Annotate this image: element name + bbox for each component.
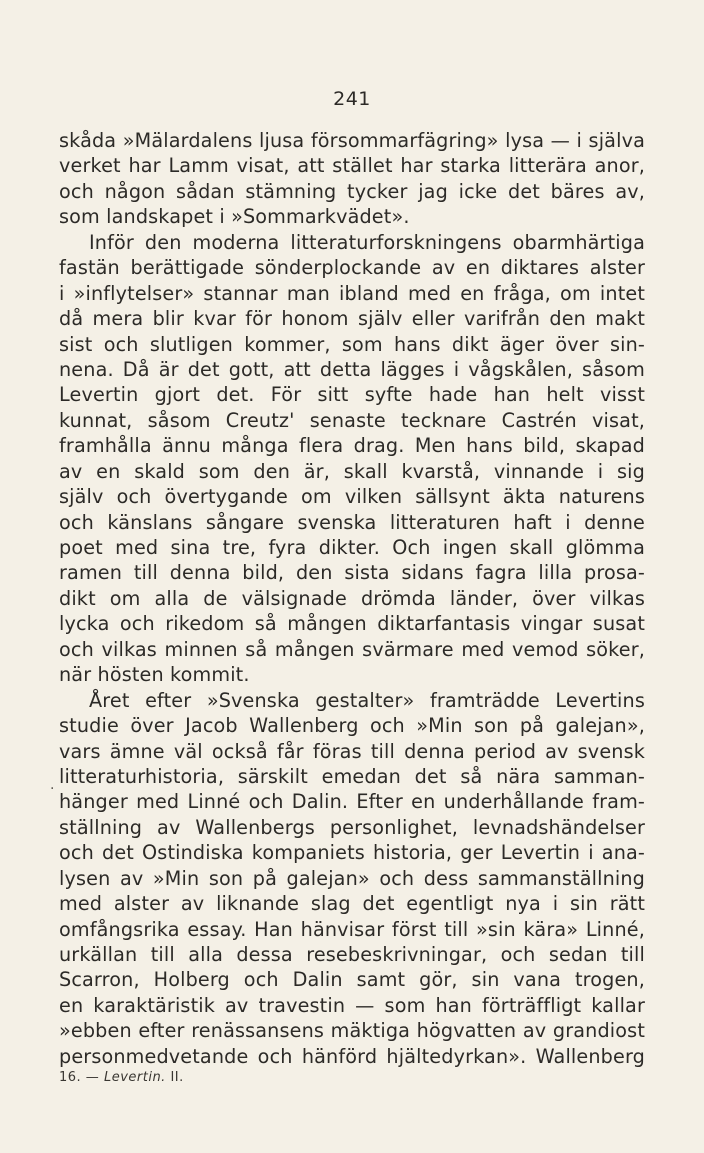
text-line: verket har Lamm visat, att stället har starka litterära anor, [59,154,645,178]
text-line: då mera blir kvar för honom själv eller varifrån den makt [59,307,645,331]
text-line: »ebben efter renässansens mäktiga högvatten av grandiost [59,1019,645,1043]
text-line: studie över Jacob Wallenberg och »Min son på galejan», [59,714,645,738]
text-line: med alster av liknande slag det egentligt nya i sin rätt [59,892,645,916]
text-line: poet med sina tre, fyra dikter. Och ingen skall glömma [59,536,645,559]
text-line: lycka och rikedom så mången diktarfantasis vingar susat [59,612,645,636]
text-line: en karaktäristik av travestin — som han förträffligt kallar [59,993,645,1017]
text-line: och vilkas minnen så mången svärmare med vemod söker, [59,637,645,661]
text-line: Året efter »Svenska gestalter» framträdde Levertins [89,688,645,712]
signature-volume: II. [170,1070,184,1085]
text-line: och känslans sångare svenska litteraturen haft i denne [59,510,645,534]
text-line: nena. Då är det gott, att detta lägges i vågskålen, såsom [59,357,645,381]
text-line: av en skald som den är, skall kvarstå, vinnande i sig [59,459,645,483]
text-line: fastän berättigade sönderplockande av en diktares alster [59,256,645,280]
text-line: kunnat, såsom Creutz' senaste tecknare Castrén visat, [59,408,645,432]
text-line: lysen av »Min son på galejan» och dess sammanställning [59,866,645,890]
body-text [59,128,645,1069]
text-line: och det Ostindiska kompaniets historia, ger Levertin i ana- [59,841,645,865]
printer-signature [59,1070,184,1085]
text-line: som landskapet i »Sommarkvädet». [59,205,410,229]
text-line: när hösten kommit. [59,663,250,687]
text-line: skåda »Mälardalens ljusa försommarfägring» lysa — i själva [59,129,645,152]
text-line: urkällan till alla dessa resebeskrivningar, och sedan till [59,943,645,966]
text-line: dikt om alla de välsignade drömda länder, över vilkas [59,586,645,610]
text-line: litteraturhistoria, särskilt emedan det så nära samman- [59,764,645,788]
text-line: och någon sådan stämning tycker jag icke det bäres av, [59,179,645,203]
signature-number: 16. — [59,1070,100,1085]
text-line: vars ämne väl också får föras till denna period av svensk [59,739,645,763]
stray-print-mark: · [50,781,55,797]
text-line: Inför den moderna litteraturforskningens obarmhärtiga [89,230,645,254]
text-line: sist och slutligen kommer, som hans dikt äger över sin- [59,332,645,356]
text-line: hänger med Linné och Dalin. Efter en underhållande fram- [59,790,645,814]
text-line: Levertin gjort det. För sitt syfte hade han helt visst [59,383,645,407]
text-line: omfångsrika essay. Han hänvisar först till »sin kära» Linné, [59,917,645,941]
signature-name: Levertin. [103,1070,166,1085]
text-line: personmedvetande och hänförd hjältedyrkan». Wallenberg [59,1044,645,1068]
text-line: ramen till denna bild, den sista sidans fagra lilla prosa- [59,561,645,585]
text-line: framhålla ännu många flera drag. Men hans bild, skapad [59,434,645,458]
page-number: 241 [333,88,371,110]
text-line: ställning av Wallenbergs personlighet, levnadshändelser [59,815,645,839]
text-line: själv och övertygande om vilken sällsynt äkta naturens [59,485,645,509]
text-line: i »inflytelser» stannar man ibland med en fråga, om intet [59,281,645,305]
text-line: Scarron, Holberg och Dalin samt gör, sin vana trogen, [59,968,645,992]
